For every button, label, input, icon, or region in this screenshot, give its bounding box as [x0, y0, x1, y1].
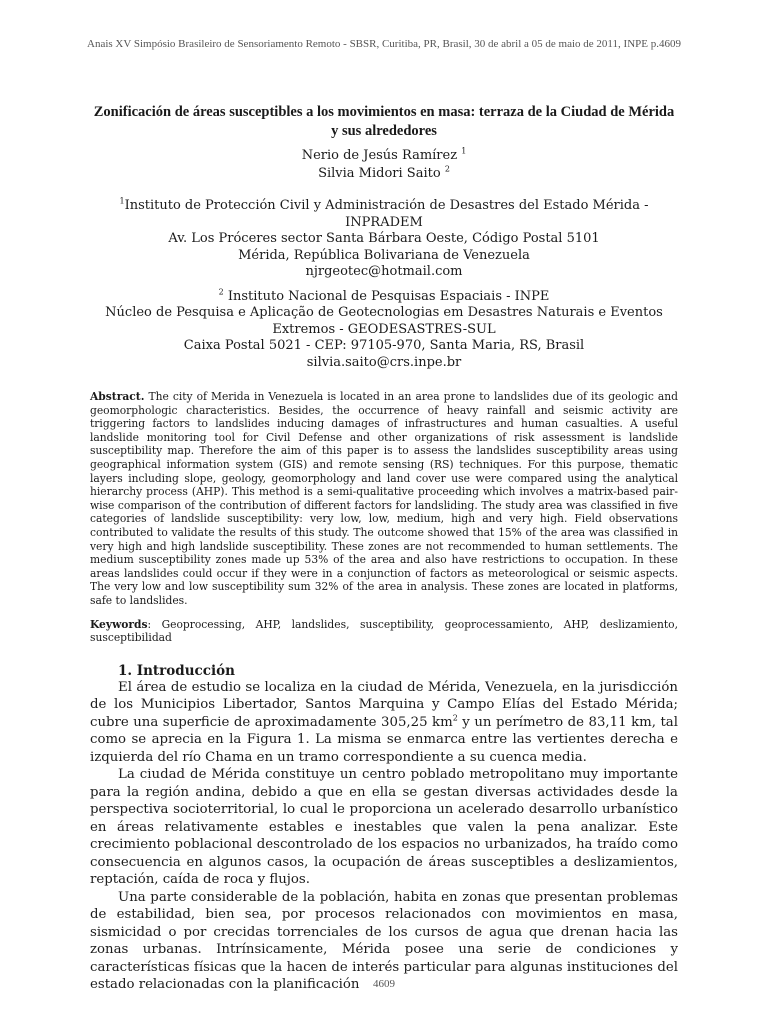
affiliation-sup: 2: [218, 287, 224, 297]
paper-content: [90, 103, 678, 994]
body-text: [90, 679, 678, 994]
affiliation-line: Extremos - GEODESASTRES-SUL: [272, 321, 496, 337]
author-1: [90, 147, 678, 165]
affiliation-line: Núcleo de Pesquisa e Aplicação de Geotecnologias em Desastres Naturais e Eventos: [105, 305, 663, 320]
author-sup: 2: [444, 164, 450, 174]
section-heading: 1. Introducción: [118, 662, 235, 679]
affiliation-line: [90, 289, 678, 306]
affiliation-1: [90, 198, 678, 281]
paragraph: Una parte considerable de la población, habita en zonas que presentan problemas de estabilidad, bien sea, por procesos relacionados con movimientos en masa, sismicidad o por crecidas torrenciales de los cursos de agua que drenan hacia las zonas urbanas. Intrínsicamente, Mérida posee una serie de condiciones y características físicas que la hacen de interés particular para algunas instituciones del estado relacionadas con la planificación: [90, 889, 678, 993]
unit-sup: 2: [452, 713, 458, 723]
paragraph-text: El área de estudio se localiza en la ciudad de Mérida, Venezuela, en la jurisdicción de los Municipios Libertador, Santos Marquina y Campo Elías del Estado Mérida; cubre una superficie de aproximadamente 305,25 km: [90, 679, 678, 730]
keywords-label: Keywords: [90, 617, 148, 631]
affiliation-2: [90, 289, 678, 372]
affiliation-email: njrgeotec@hotmail.com: [305, 264, 463, 279]
page-number: 4609: [373, 978, 395, 990]
paragraph-text: y un perímetro de 83,11 km, tal como se aprecia en la Figura 1. La misma se enmarca entre las vertientes derecha e izquierda del río Chama en un tramo correspondiente a su cuenca media.: [90, 714, 678, 765]
author-sup: 1: [461, 146, 467, 156]
author-name: Nerio de Jesús Ramírez: [301, 148, 458, 163]
author-name: Silvia Midori Saito: [318, 165, 441, 181]
abstract: [90, 390, 678, 608]
paper-title: Zonificación de áreas susceptibles a los movimientos en masa: terraza de la Ciudad de Mérida y sus alrededores: [93, 104, 675, 139]
affiliations: [90, 198, 678, 371]
author-list: [90, 147, 678, 182]
abstract-label: Abstract.: [90, 390, 145, 403]
paragraph: [90, 679, 678, 767]
running-header: Anais XV Simpósio Brasileiro de Sensoriamento Remoto - SBSR, Curitiba, PR, Brasil, 30 de abril a 05 de maio de 2011, INPE p.4609: [87, 38, 681, 50]
paragraph: La ciudad de Mérida constituye un centro poblado metropolitano muy importante para la región andina, debido a que en ella se gestan diversas actividades desde la perspectiva socioterritorial, lo cual le proporciona un acelerado desarrollo urbanístico en áreas relativamente estables e inestables que valen la pena analizar. Este crecimiento poblacional descontrolado de los espacios no urbanizados, ha traído como consecuencia en algunos casos, la ocupación de áreas susceptibles a deslizamientos, reptación, caída de roca y flujos.: [90, 767, 678, 888]
abstract-text: The city of Merida in Venezuela is located in an area prone to landslides due of its geologic and geomorphologic characteristics. Besides, the occurrence of heavy rainfall and seismic activity are triggering factors to landslides inducing damages of infrastructures and human casualties. A useful landslide monitoring tool for Civil Defense and other organizations of risk assessment is landslide susceptibility map. Therefore the aim of this paper is to assess the landslides susceptibility areas using geographical information system (GIS) and remote sensing (RS) techniques. For this purpose, thematic layers including slope, geology, geomorphology and land cover use were compared using the analytical hierarchy process (AHP). This method is a semi-qualitative proceeding which involves a matrix-based pair-wise comparison of the contribution of different factors for landsliding. The study area was classified in five categories of landslide susceptibility: very low, low, medium, high and very high. Field observations contributed to validate the results of this study. The outcome showed that 15% of the area was classified in very high and high landslide susceptibility. These zones are not recommended to human settlements. The medium susceptibility zones made up 53% of the area and also have restrictions to occupation. In these areas landslides could occur if they were in a conjunction of factors as meteorological or seismic aspects. The very low and low susceptibility sum 32% of the area in analysis. These zones are located in platforms, safe to landslides.: [90, 390, 678, 607]
affiliation-line: [90, 198, 678, 231]
affiliation-line: Mérida, República Bolivariana de Venezuela: [238, 247, 530, 263]
affiliation-line: Av. Los Próceres sector Santa Bárbara Oeste, Código Postal 5101: [168, 231, 600, 246]
affiliation-text: Instituto de Protección Civil y Administración de Desastres del Estado Mérida - INPRADEM: [124, 198, 649, 230]
affiliation-email: silvia.saito@crs.inpe.br: [306, 354, 462, 370]
keywords-text: : Geoprocessing, AHP, landslides, susceptibility, geoprocessamiento, AHP, deslizamiento, susceptibilidad: [90, 617, 678, 645]
affiliation-sup: 1: [119, 196, 125, 206]
affiliation-text: Instituto Nacional de Pesquisas Espaciais - INPE: [223, 288, 550, 304]
author-2: [90, 165, 678, 183]
keywords: [90, 618, 678, 645]
affiliation-line: Caixa Postal 5021 - CEP: 97105-970, Santa Maria, RS, Brasil: [183, 338, 585, 353]
